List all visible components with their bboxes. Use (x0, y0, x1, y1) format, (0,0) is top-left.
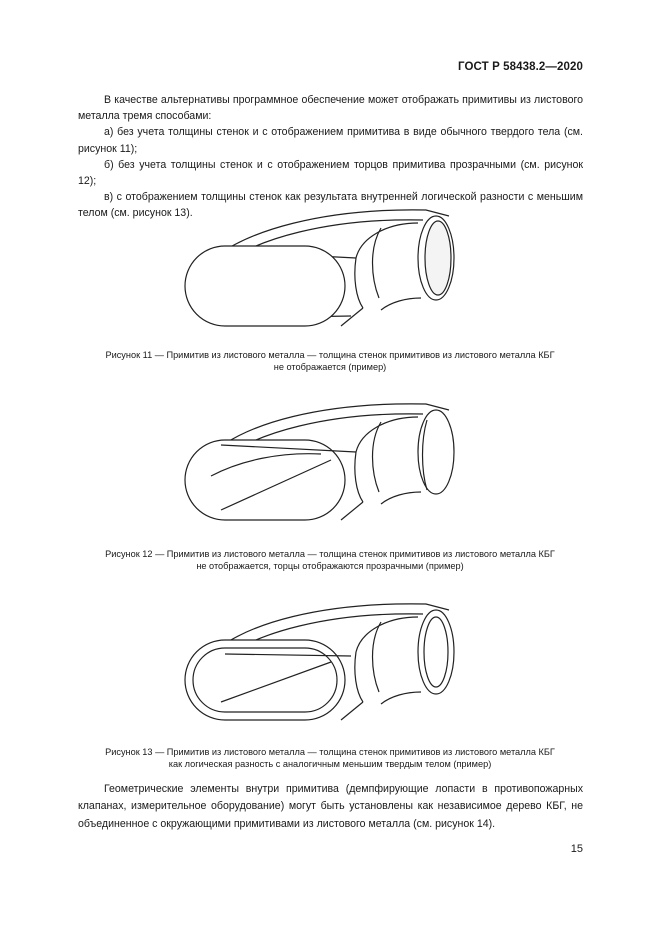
figure-11-caption (60, 349, 600, 374)
closing-paragraph: Геометрические элементы внутри примитива (демпфирующие лопасти в противопожарных клапанах, измерительное оборудование) могут быть установлены как независимое дерево КБГ, не объединенное с окружающими примитивами из листового металла (см. рисунок 14). (78, 783, 583, 830)
intro-line-c: в) с отображением толщины стенок как результата внутренней логической разности с меньшим телом (см. рисунок 13). (78, 191, 583, 220)
figure-12-caption-line-1: Рисунок 12 — Примитив из листового металла — толщина стенок примитивов из листового металла КБГ (105, 549, 555, 559)
figure-12-caption-line-2: не отображается, торцы отображаются прозрачными (пример) (196, 561, 464, 572)
document-id: ГОСТ Р 58438.2—2020 (458, 61, 583, 73)
figure-11-caption-line-1: Рисунок 11 — Примитив из листового металла — толщина стенок примитивов из листового металла КБГ (105, 350, 555, 360)
figure-11-drawing (181, 198, 481, 343)
page-number: 15 (570, 843, 583, 855)
figure-11-caption-line-2: не отображается (пример) (273, 362, 387, 373)
figure-13-caption-line-2: как логическая разность с аналогичным меньшим твердым телом (пример) (168, 759, 492, 770)
figure-12-drawing (181, 390, 481, 540)
figure-13 (78, 590, 583, 740)
intro-line-a: а) без учета толщины стенок и с отображением примитива в виде обычного твердого тела (см. рисунок 11); (78, 126, 583, 155)
figure-13-caption-line-1: Рисунок 13 — Примитив из листового металла — толщина стенок примитивов из листового металла КБГ (105, 747, 555, 757)
figure-12 (78, 390, 583, 540)
figure-13-drawing (181, 590, 481, 740)
intro-line-b: б) без учета толщины стенок и с отображением торцов примитива прозрачными (см. рисунок 12); (78, 158, 583, 188)
figure-13-caption (60, 746, 600, 771)
closing-text (78, 781, 583, 833)
figure-12-caption (60, 548, 600, 573)
intro-line-1: В качестве альтернативы программное обеспечение может отображать примитивы из листового металла тремя способами: (78, 94, 583, 123)
figure-11 (78, 198, 583, 343)
